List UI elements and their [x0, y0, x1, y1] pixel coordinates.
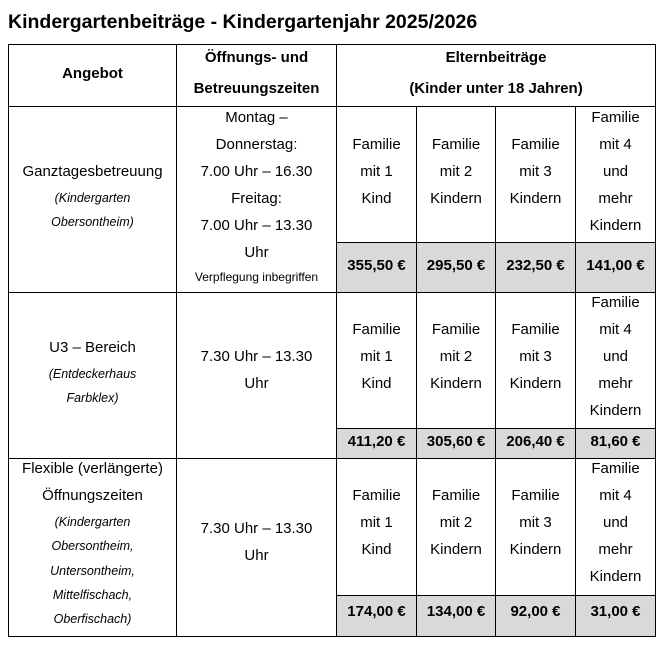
row3-zeiten-line2: Uhr: [244, 547, 269, 564]
row2-f4-line3: und: [602, 348, 629, 365]
row1-price-2: 295,50 €: [426, 257, 486, 274]
row3-f1-line2: mit 1: [360, 514, 393, 531]
row2-ort-line2: Farbklex): [66, 391, 119, 405]
row1-f1-line1: Familie: [352, 136, 401, 153]
row2-f4-line5: Kindern: [589, 402, 642, 419]
row1-f1-line2: mit 1: [360, 163, 393, 180]
row3-price-4: 31,00 €: [590, 603, 641, 620]
row1-f3-line3: Kindern: [509, 190, 562, 207]
row1-f4-line4: mehr: [598, 190, 633, 207]
row2-f4-line4: mehr: [598, 375, 633, 392]
row2-f2-line1: Familie: [431, 321, 481, 338]
row1-zeiten-line6: Uhr: [244, 244, 269, 261]
header-angebot: Angebot: [62, 65, 123, 82]
row1-f3-line1: Familie: [511, 136, 560, 153]
row1-f4-line2: mit 4: [599, 136, 632, 153]
row2-ort-line1: (Entdeckerhaus: [48, 367, 137, 381]
row3-f4-line2: mit 4: [599, 487, 632, 504]
row1-f3-line2: mit 3: [519, 163, 552, 180]
row1-f4-line3: und: [602, 163, 629, 180]
row3-angebot-line1: Flexible (verlängerte): [22, 460, 163, 477]
row1-zeiten-line1: Montag –: [225, 109, 288, 126]
row2-f3-line3: Kindern: [509, 375, 562, 392]
row1-price-3: 232,50 €: [506, 257, 565, 274]
row3-f1-line3: Kind: [361, 541, 392, 558]
row3-price-1: 174,00 €: [347, 603, 406, 620]
header-kinder-hinweis: (Kinder unter 18 Jahren): [409, 80, 583, 97]
row3-zeiten-line1: 7.30 Uhr – 13.30: [200, 520, 313, 537]
row2-f3-line2: mit 3: [519, 348, 552, 365]
row3-angebot-line2: Öffnungszeiten: [42, 487, 143, 504]
row3-f3-line2: mit 3: [519, 514, 552, 531]
row1-angebot: Ganztagesbetreuung: [22, 163, 163, 180]
row3-ort-line5: Oberfischach): [53, 612, 132, 626]
row3-f4-line4: mehr: [598, 541, 633, 558]
row3-f2-line1: Familie: [431, 487, 481, 504]
row2-zeiten-line2: Uhr: [244, 375, 269, 392]
header-zeiten-line2: Betreuungszeiten: [193, 80, 320, 97]
row3-price-2: 134,00 €: [426, 603, 486, 620]
row2-price-3: 206,40 €: [506, 433, 565, 450]
row2-angebot: U3 – Bereich: [49, 339, 136, 356]
row1-f2-line1: Familie: [431, 136, 481, 153]
row3-f3-line3: Kindern: [509, 541, 562, 558]
row3-price-3: 92,00 €: [510, 603, 561, 620]
row3-ort-line4: Mittelfischach,: [52, 588, 133, 602]
header-elternbeitraege: Elternbeiträge: [445, 49, 547, 66]
page-title: Kindergartenbeiträge - Kindergartenjahr 2025/2026: [8, 11, 478, 33]
row1-hinweis: Verpflegung inbegriffen: [194, 270, 319, 284]
row2-f4-line2: mit 4: [599, 321, 632, 338]
row1-ort-line1: (Kindergarten: [54, 191, 131, 205]
row1-price-4: 141,00 €: [586, 257, 645, 274]
row2-f1-line2: mit 1: [360, 348, 393, 365]
row1-zeiten-line2: Donnerstag:: [215, 136, 298, 153]
row1-zeiten-line4: Freitag:: [231, 190, 282, 207]
row1-ort-line2: Obersontheim): [51, 215, 134, 229]
row1-f4-line1: Familie: [591, 109, 640, 126]
row3-f2-line3: Kindern: [430, 541, 482, 558]
row3-f4-line1: Familie: [591, 460, 640, 477]
row3-f4-line3: und: [602, 514, 629, 531]
row2-f2-line3: Kindern: [430, 375, 482, 392]
row2-f1-line3: Kind: [361, 375, 392, 392]
row2-price-1: 411,20 €: [347, 433, 406, 450]
row1-f1-line3: Kind: [361, 190, 392, 207]
row1-f2-line2: mit 2: [439, 163, 473, 180]
row3-f1-line1: Familie: [352, 487, 401, 504]
row3-f2-line2: mit 2: [439, 514, 473, 531]
row1-f2-line3: Kindern: [430, 190, 482, 207]
row2-zeiten-line1: 7.30 Uhr – 13.30: [200, 348, 313, 365]
row1-f4-line5: Kindern: [589, 217, 642, 234]
row3-ort-line3: Untersontheim,: [50, 564, 135, 578]
row3-ort-line2: Obersontheim,: [51, 539, 134, 553]
row1-price-1: 355,50 €: [347, 257, 406, 274]
row2-f1-line1: Familie: [352, 321, 401, 338]
row3-f3-line1: Familie: [511, 487, 560, 504]
row3-ort-line1: (Kindergarten: [54, 515, 131, 529]
row2-f3-line1: Familie: [511, 321, 560, 338]
row2-price-2: 305,60 €: [426, 433, 486, 450]
row2-f2-line2: mit 2: [439, 348, 473, 365]
row3-f4-line5: Kindern: [589, 568, 642, 585]
row1-zeiten-line3: 7.00 Uhr – 16.30: [200, 163, 313, 180]
header-zeiten-line1: Öffnungs- und: [204, 49, 309, 66]
row2-f4-line1: Familie: [591, 294, 640, 311]
row1-zeiten-line5: 7.00 Uhr – 13.30: [200, 217, 313, 234]
row2-price-4: 81,60 €: [590, 433, 641, 450]
